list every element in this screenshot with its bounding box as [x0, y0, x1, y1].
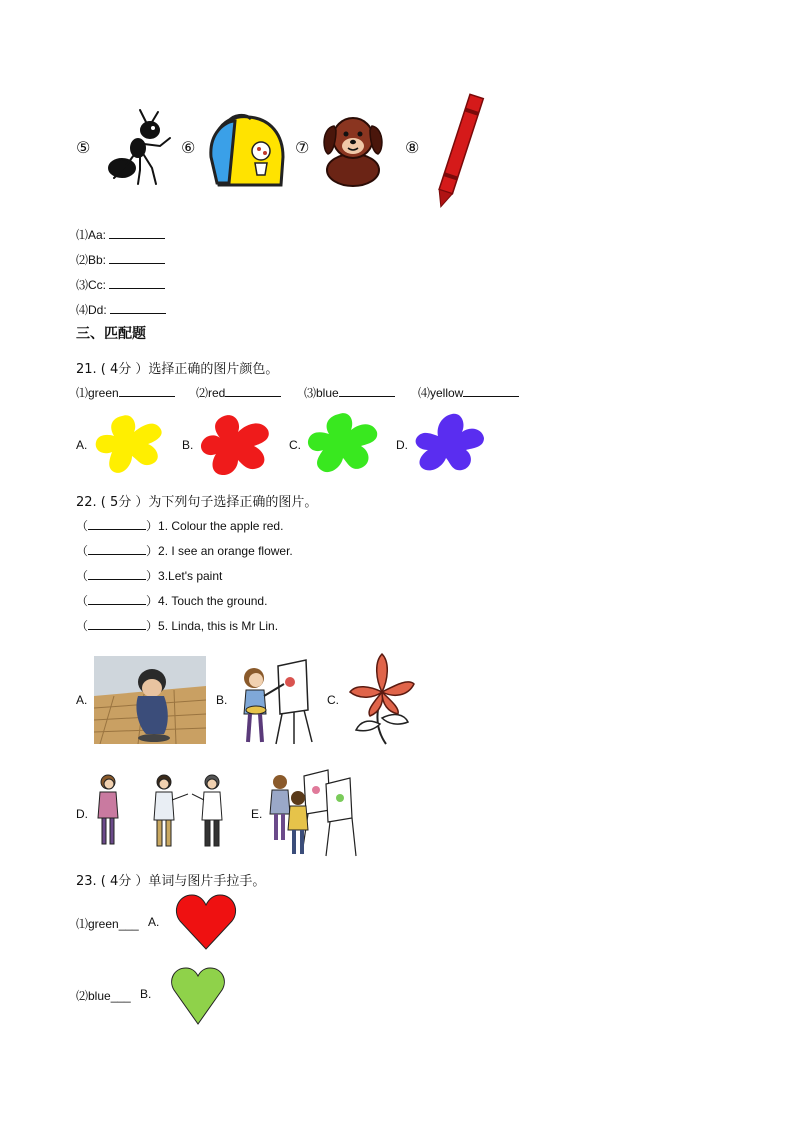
- answer-blank[interactable]: [109, 251, 165, 264]
- marker-6: ⑥: [181, 140, 196, 157]
- marker-5: ⑤: [76, 140, 91, 157]
- question-21-title: 21. ( 4分 ）选择正确的图片颜色。: [76, 362, 279, 377]
- answer-blank[interactable]: [88, 567, 146, 580]
- answer-blank[interactable]: [109, 226, 165, 239]
- q23-option-b-label: B.: [140, 987, 152, 1001]
- marker-8: ⑧: [405, 140, 420, 157]
- q22-picture-b-label: B.: [216, 693, 228, 707]
- red-heart-icon: [174, 893, 238, 951]
- purple-blot-icon: [412, 410, 488, 480]
- q22-sentence-3: （ ）3.Let's paint: [76, 569, 223, 583]
- crayon-icon: [430, 88, 490, 214]
- marker-7: ⑦: [295, 140, 310, 157]
- letter-line-dd: ⑷Dd:: [76, 301, 166, 318]
- q22-sentence-4: （ ）4. Touch the ground.: [76, 594, 268, 608]
- answer-blank[interactable]: [109, 276, 165, 289]
- q22-sentence-2: （ ）2. I see an orange flower.: [76, 544, 293, 558]
- answer-blank[interactable]: [88, 517, 146, 530]
- q23-word-green: ⑴green___: [76, 917, 139, 931]
- q22-sentence-1: （ ）1. Colour the apple red.: [76, 519, 284, 533]
- q22-sentence-5: （ ）5. Linda, this is Mr Lin.: [76, 619, 279, 633]
- boy-touching-ground-icon: [94, 656, 206, 744]
- answer-blank[interactable]: [88, 592, 146, 605]
- q22-picture-d-label: D.: [76, 807, 88, 821]
- q23-option-a-label: A.: [148, 915, 160, 929]
- q21-option-b-label: B.: [182, 438, 194, 452]
- ant-icon: [100, 108, 172, 188]
- question-22-title: 22. ( 5分 ）为下列句子选择正确的图片。: [76, 495, 318, 510]
- answer-blank[interactable]: [88, 617, 146, 630]
- q21-option-a-label: A.: [76, 438, 88, 452]
- answer-blank[interactable]: [110, 301, 166, 314]
- answer-blank[interactable]: [463, 384, 519, 397]
- children-painting-icon: [268, 768, 358, 858]
- girl-painting-icon: [234, 656, 314, 746]
- q21-word-green: ⑴green: [76, 384, 175, 401]
- answer-blank[interactable]: [88, 542, 146, 555]
- section-heading: 三、匹配题: [76, 326, 146, 342]
- question-23-title: 23. ( 4分 ）单词与图片手拉手。: [76, 874, 266, 889]
- q21-word-red: ⑵red: [196, 384, 281, 401]
- letter-line-bb: ⑵Bb:: [76, 251, 165, 268]
- answer-blank[interactable]: [339, 384, 395, 397]
- yellow-blot-icon: [92, 410, 168, 480]
- flower-icon: [346, 652, 416, 746]
- green-blot-icon: [305, 410, 381, 480]
- introduction-people-icon: [94, 770, 234, 850]
- green-heart-icon: [170, 966, 226, 1026]
- red-blot-icon: [198, 412, 274, 482]
- answer-blank[interactable]: [119, 384, 175, 397]
- q21-option-c-label: C.: [289, 438, 301, 452]
- q23-word-blue: ⑵blue___: [76, 989, 131, 1003]
- letter-line-cc: ⑶Cc:: [76, 276, 165, 293]
- q21-word-blue: ⑶blue: [304, 384, 395, 401]
- answer-blank[interactable]: [225, 384, 281, 397]
- letter-line-aa: ⑴Aa:: [76, 226, 165, 243]
- q21-option-d-label: D.: [396, 438, 408, 452]
- q21-word-yellow: ⑷yellow: [418, 384, 519, 401]
- q22-picture-e-label: E.: [251, 807, 263, 821]
- dog-icon: [320, 108, 386, 188]
- q22-picture-a-label: A.: [76, 693, 88, 707]
- q22-picture-c-label: C.: [327, 693, 339, 707]
- backpack-icon: [205, 113, 287, 189]
